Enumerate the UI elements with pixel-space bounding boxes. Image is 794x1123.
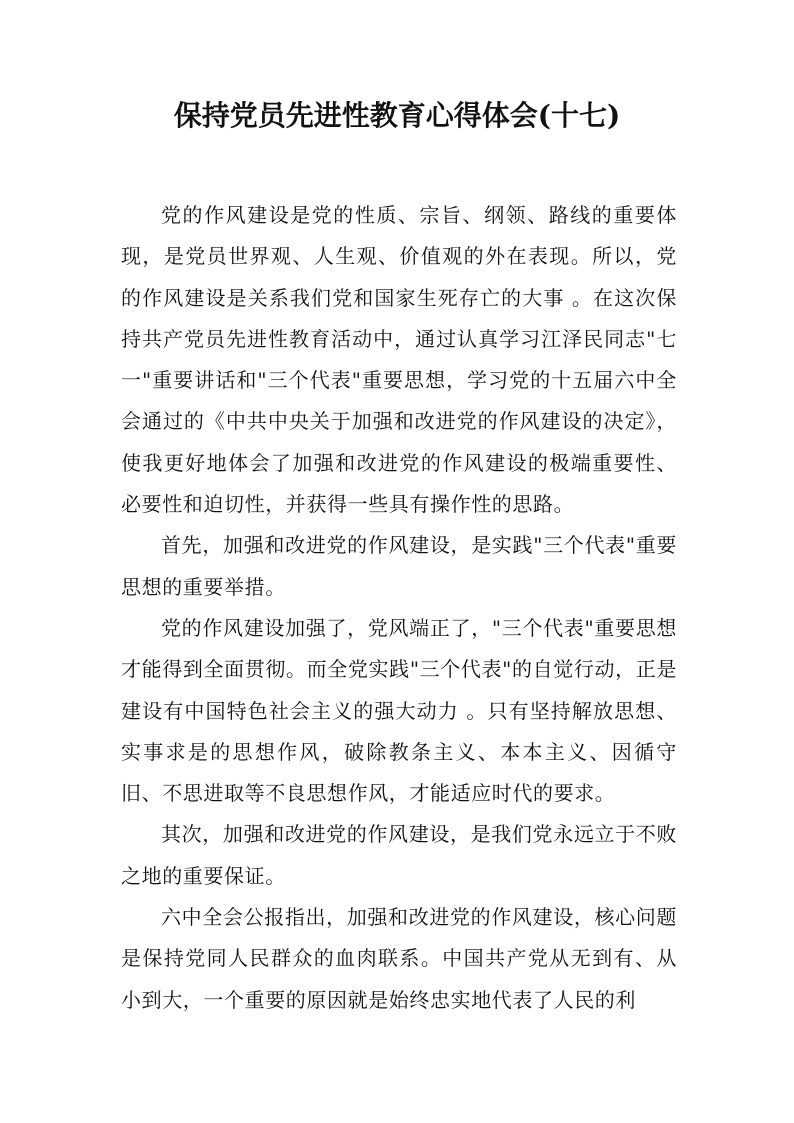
paragraph-5: 六中全会公报指出，加强和改进党的作风建设，核心问题是保持党同人民群众的血肉联系。中国共产党从无到有、从小到大，一个重要的原因就是始终忠实地代表了人民的利 xyxy=(121,905,677,1012)
paragraph-3: 党的作风建设加强了，党风端正了，"三个代表"重要思想才能得到全面贯彻。而全党实践"三个代表"的自觉行动，正是建设有中国特色社会主义的强大动力 。只有坚持解放思想、实事求是的思想作风，破除教条主义、本本主义、因循守旧、不思进取等不良思想作风，才能适应时代的要求。 xyxy=(121,615,677,806)
paragraph-4: 其次，加强和改进党的作风建设，是我们党永远立于不败之地的重要保证。 xyxy=(121,822,677,888)
paragraph-2: 首先，加强和改进党的作风建设，是实践"三个代表"重要思想的重要举措。 xyxy=(121,533,677,599)
paragraph-1: 党的作风建设是党的性质、宗旨、纲领、路线的重要体现，是党员世界观、人生观、价值观的外在表现。所以，党的作风建设是关系我们党和国家生死存亡的大事 。在这次保持共产党员先进性教育活动中，通过认真学习江泽民同志"七一"重要讲话和"三个代表"重要思想，学习党的十五届六中全会通过的《中共中央关于加强和改进党的作风建设的决定》，使我更好地体会了加强和改进党的作风建设的极端重要性、必要性和迫切性，并获得一些具有操作性的思路。 xyxy=(121,203,677,517)
document-title: 保持党员先进性教育心得体会(十七) xyxy=(173,99,621,132)
document-body xyxy=(121,195,677,1021)
